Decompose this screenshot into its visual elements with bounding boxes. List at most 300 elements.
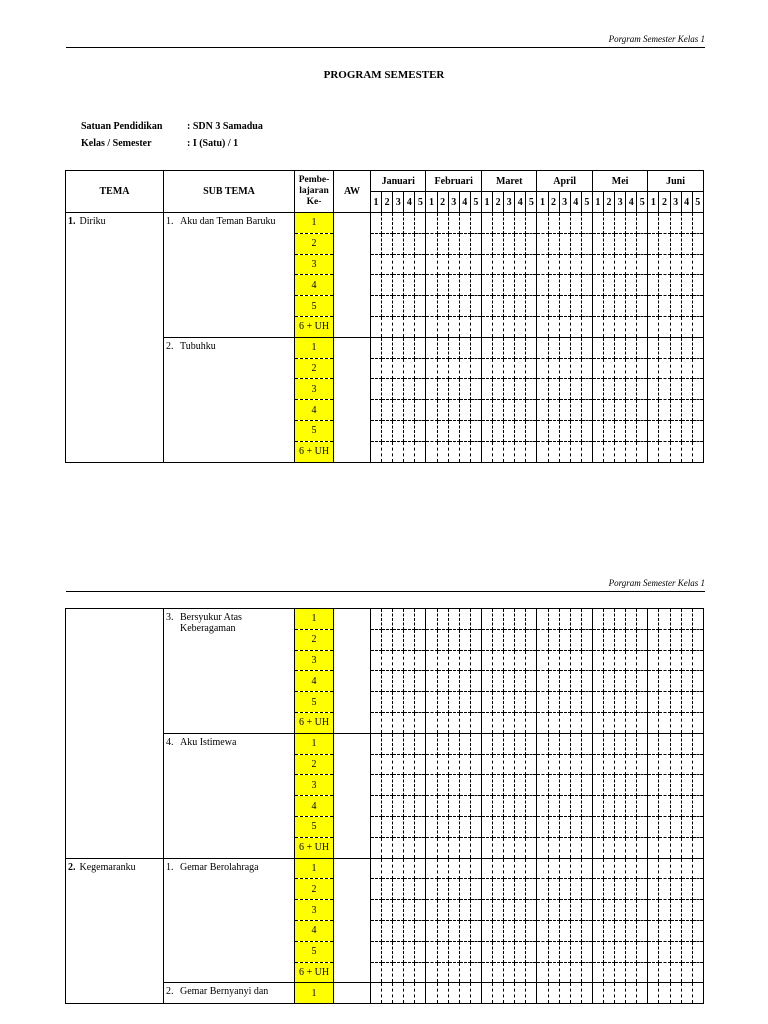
schedule-cell[interactable]	[559, 358, 570, 379]
schedule-cell[interactable]	[581, 400, 592, 421]
schedule-cell[interactable]	[648, 983, 659, 1004]
schedule-cell[interactable]	[426, 337, 437, 358]
aw-cell[interactable]	[334, 629, 371, 650]
schedule-cell[interactable]	[637, 754, 648, 775]
schedule-cell[interactable]	[681, 775, 692, 796]
schedule-cell[interactable]	[692, 837, 703, 858]
schedule-cell[interactable]	[426, 733, 437, 754]
schedule-cell[interactable]	[371, 358, 382, 379]
schedule-cell[interactable]	[382, 920, 393, 941]
schedule-cell[interactable]	[648, 920, 659, 941]
schedule-cell[interactable]	[559, 254, 570, 275]
schedule-cell[interactable]	[382, 733, 393, 754]
schedule-cell[interactable]	[681, 400, 692, 421]
schedule-cell[interactable]	[404, 692, 415, 713]
schedule-cell[interactable]	[504, 275, 515, 296]
schedule-cell[interactable]	[448, 671, 459, 692]
schedule-cell[interactable]	[526, 213, 537, 234]
schedule-cell[interactable]	[426, 712, 437, 733]
schedule-cell[interactable]	[393, 296, 404, 317]
schedule-cell[interactable]	[371, 400, 382, 421]
schedule-cell[interactable]	[493, 650, 504, 671]
schedule-cell[interactable]	[404, 879, 415, 900]
schedule-cell[interactable]	[459, 358, 470, 379]
aw-cell[interactable]	[334, 692, 371, 713]
schedule-cell[interactable]	[393, 213, 404, 234]
schedule-cell[interactable]	[670, 420, 681, 441]
schedule-cell[interactable]	[448, 629, 459, 650]
schedule-cell[interactable]	[681, 733, 692, 754]
schedule-cell[interactable]	[504, 671, 515, 692]
schedule-cell[interactable]	[415, 983, 426, 1004]
schedule-cell[interactable]	[382, 858, 393, 879]
schedule-cell[interactable]	[504, 816, 515, 837]
schedule-cell[interactable]	[648, 733, 659, 754]
schedule-cell[interactable]	[581, 962, 592, 983]
schedule-cell[interactable]	[592, 816, 603, 837]
aw-cell[interactable]	[334, 837, 371, 858]
schedule-cell[interactable]	[570, 379, 581, 400]
schedule-cell[interactable]	[459, 712, 470, 733]
schedule-cell[interactable]	[526, 879, 537, 900]
schedule-cell[interactable]	[603, 609, 614, 630]
schedule-cell[interactable]	[481, 962, 492, 983]
schedule-cell[interactable]	[681, 692, 692, 713]
schedule-cell[interactable]	[548, 400, 559, 421]
schedule-cell[interactable]	[603, 441, 614, 462]
schedule-cell[interactable]	[548, 796, 559, 817]
schedule-cell[interactable]	[681, 712, 692, 733]
schedule-cell[interactable]	[670, 609, 681, 630]
schedule-cell[interactable]	[526, 420, 537, 441]
schedule-cell[interactable]	[493, 983, 504, 1004]
schedule-cell[interactable]	[659, 233, 670, 254]
schedule-cell[interactable]	[592, 754, 603, 775]
schedule-cell[interactable]	[515, 754, 526, 775]
schedule-cell[interactable]	[481, 629, 492, 650]
schedule-cell[interactable]	[459, 983, 470, 1004]
schedule-cell[interactable]	[626, 316, 637, 337]
schedule-cell[interactable]	[515, 275, 526, 296]
schedule-cell[interactable]	[659, 337, 670, 358]
schedule-cell[interactable]	[426, 692, 437, 713]
schedule-cell[interactable]	[415, 796, 426, 817]
schedule-cell[interactable]	[404, 254, 415, 275]
schedule-cell[interactable]	[626, 296, 637, 317]
schedule-cell[interactable]	[537, 254, 548, 275]
schedule-cell[interactable]	[548, 900, 559, 921]
schedule-cell[interactable]	[515, 629, 526, 650]
schedule-cell[interactable]	[548, 879, 559, 900]
schedule-cell[interactable]	[393, 858, 404, 879]
schedule-cell[interactable]	[559, 775, 570, 796]
schedule-cell[interactable]	[592, 962, 603, 983]
schedule-cell[interactable]	[515, 254, 526, 275]
schedule-cell[interactable]	[681, 671, 692, 692]
schedule-cell[interactable]	[603, 754, 614, 775]
schedule-cell[interactable]	[504, 629, 515, 650]
schedule-cell[interactable]	[382, 983, 393, 1004]
schedule-cell[interactable]	[426, 379, 437, 400]
schedule-cell[interactable]	[515, 858, 526, 879]
schedule-cell[interactable]	[603, 337, 614, 358]
schedule-cell[interactable]	[670, 858, 681, 879]
schedule-cell[interactable]	[393, 816, 404, 837]
schedule-cell[interactable]	[393, 962, 404, 983]
aw-cell[interactable]	[334, 796, 371, 817]
schedule-cell[interactable]	[626, 213, 637, 234]
schedule-cell[interactable]	[404, 983, 415, 1004]
schedule-cell[interactable]	[592, 733, 603, 754]
schedule-cell[interactable]	[404, 400, 415, 421]
schedule-cell[interactable]	[670, 358, 681, 379]
schedule-cell[interactable]	[692, 296, 703, 317]
schedule-cell[interactable]	[548, 837, 559, 858]
schedule-cell[interactable]	[459, 671, 470, 692]
schedule-cell[interactable]	[692, 337, 703, 358]
schedule-cell[interactable]	[648, 233, 659, 254]
schedule-cell[interactable]	[515, 692, 526, 713]
schedule-cell[interactable]	[426, 941, 437, 962]
schedule-cell[interactable]	[548, 816, 559, 837]
schedule-cell[interactable]	[692, 254, 703, 275]
schedule-cell[interactable]	[692, 400, 703, 421]
schedule-cell[interactable]	[437, 920, 448, 941]
schedule-cell[interactable]	[481, 920, 492, 941]
schedule-cell[interactable]	[637, 837, 648, 858]
schedule-cell[interactable]	[581, 441, 592, 462]
schedule-cell[interactable]	[437, 837, 448, 858]
schedule-cell[interactable]	[515, 379, 526, 400]
schedule-cell[interactable]	[426, 254, 437, 275]
schedule-cell[interactable]	[537, 733, 548, 754]
schedule-cell[interactable]	[581, 920, 592, 941]
schedule-cell[interactable]	[548, 213, 559, 234]
schedule-cell[interactable]	[570, 712, 581, 733]
schedule-cell[interactable]	[592, 671, 603, 692]
schedule-cell[interactable]	[504, 650, 515, 671]
schedule-cell[interactable]	[459, 816, 470, 837]
schedule-cell[interactable]	[637, 796, 648, 817]
schedule-cell[interactable]	[603, 962, 614, 983]
schedule-cell[interactable]	[692, 316, 703, 337]
schedule-cell[interactable]	[615, 837, 626, 858]
schedule-cell[interactable]	[670, 837, 681, 858]
schedule-cell[interactable]	[481, 712, 492, 733]
schedule-cell[interactable]	[448, 754, 459, 775]
schedule-cell[interactable]	[448, 962, 459, 983]
schedule-cell[interactable]	[581, 254, 592, 275]
schedule-cell[interactable]	[382, 358, 393, 379]
schedule-cell[interactable]	[415, 337, 426, 358]
schedule-cell[interactable]	[626, 671, 637, 692]
schedule-cell[interactable]	[393, 275, 404, 296]
schedule-cell[interactable]	[404, 213, 415, 234]
schedule-cell[interactable]	[681, 816, 692, 837]
schedule-cell[interactable]	[537, 900, 548, 921]
schedule-cell[interactable]	[371, 609, 382, 630]
aw-cell[interactable]	[334, 379, 371, 400]
schedule-cell[interactable]	[648, 400, 659, 421]
schedule-cell[interactable]	[626, 233, 637, 254]
schedule-cell[interactable]	[603, 650, 614, 671]
schedule-cell[interactable]	[592, 920, 603, 941]
aw-cell[interactable]	[334, 920, 371, 941]
schedule-cell[interactable]	[481, 400, 492, 421]
schedule-cell[interactable]	[570, 796, 581, 817]
schedule-cell[interactable]	[559, 609, 570, 630]
schedule-cell[interactable]	[426, 420, 437, 441]
schedule-cell[interactable]	[404, 754, 415, 775]
schedule-cell[interactable]	[692, 420, 703, 441]
schedule-cell[interactable]	[526, 609, 537, 630]
schedule-cell[interactable]	[681, 296, 692, 317]
schedule-cell[interactable]	[459, 941, 470, 962]
schedule-cell[interactable]	[504, 213, 515, 234]
schedule-cell[interactable]	[559, 754, 570, 775]
schedule-cell[interactable]	[459, 879, 470, 900]
schedule-cell[interactable]	[581, 671, 592, 692]
schedule-cell[interactable]	[371, 837, 382, 858]
schedule-cell[interactable]	[371, 671, 382, 692]
schedule-cell[interactable]	[592, 796, 603, 817]
schedule-cell[interactable]	[681, 379, 692, 400]
schedule-cell[interactable]	[393, 337, 404, 358]
schedule-cell[interactable]	[382, 213, 393, 234]
schedule-cell[interactable]	[692, 900, 703, 921]
schedule-cell[interactable]	[404, 816, 415, 837]
schedule-cell[interactable]	[559, 733, 570, 754]
schedule-cell[interactable]	[692, 609, 703, 630]
schedule-cell[interactable]	[659, 900, 670, 921]
schedule-cell[interactable]	[615, 879, 626, 900]
schedule-cell[interactable]	[415, 671, 426, 692]
schedule-cell[interactable]	[648, 879, 659, 900]
schedule-cell[interactable]	[659, 692, 670, 713]
aw-cell[interactable]	[334, 712, 371, 733]
schedule-cell[interactable]	[371, 379, 382, 400]
schedule-cell[interactable]	[681, 879, 692, 900]
schedule-cell[interactable]	[437, 858, 448, 879]
schedule-cell[interactable]	[681, 337, 692, 358]
schedule-cell[interactable]	[470, 233, 481, 254]
schedule-cell[interactable]	[537, 379, 548, 400]
schedule-cell[interactable]	[382, 671, 393, 692]
schedule-cell[interactable]	[493, 712, 504, 733]
schedule-cell[interactable]	[515, 213, 526, 234]
schedule-cell[interactable]	[526, 712, 537, 733]
schedule-cell[interactable]	[437, 379, 448, 400]
schedule-cell[interactable]	[526, 733, 537, 754]
schedule-cell[interactable]	[670, 733, 681, 754]
schedule-cell[interactable]	[692, 358, 703, 379]
schedule-cell[interactable]	[548, 920, 559, 941]
schedule-cell[interactable]	[515, 337, 526, 358]
schedule-cell[interactable]	[581, 879, 592, 900]
schedule-cell[interactable]	[493, 609, 504, 630]
schedule-cell[interactable]	[515, 816, 526, 837]
schedule-cell[interactable]	[681, 900, 692, 921]
schedule-cell[interactable]	[626, 692, 637, 713]
schedule-cell[interactable]	[537, 213, 548, 234]
schedule-cell[interactable]	[437, 609, 448, 630]
schedule-cell[interactable]	[692, 775, 703, 796]
schedule-cell[interactable]	[570, 920, 581, 941]
schedule-cell[interactable]	[670, 816, 681, 837]
aw-cell[interactable]	[334, 213, 371, 234]
schedule-cell[interactable]	[493, 775, 504, 796]
schedule-cell[interactable]	[415, 213, 426, 234]
schedule-cell[interactable]	[615, 712, 626, 733]
schedule-cell[interactable]	[537, 400, 548, 421]
schedule-cell[interactable]	[504, 983, 515, 1004]
schedule-cell[interactable]	[470, 337, 481, 358]
schedule-cell[interactable]	[448, 775, 459, 796]
schedule-cell[interactable]	[581, 213, 592, 234]
schedule-cell[interactable]	[382, 337, 393, 358]
schedule-cell[interactable]	[470, 213, 481, 234]
schedule-cell[interactable]	[648, 775, 659, 796]
schedule-cell[interactable]	[371, 712, 382, 733]
schedule-cell[interactable]	[504, 254, 515, 275]
schedule-cell[interactable]	[426, 671, 437, 692]
schedule-cell[interactable]	[371, 816, 382, 837]
schedule-cell[interactable]	[437, 316, 448, 337]
schedule-cell[interactable]	[448, 983, 459, 1004]
schedule-cell[interactable]	[526, 629, 537, 650]
schedule-cell[interactable]	[670, 337, 681, 358]
schedule-cell[interactable]	[437, 962, 448, 983]
schedule-cell[interactable]	[504, 858, 515, 879]
schedule-cell[interactable]	[426, 879, 437, 900]
schedule-cell[interactable]	[481, 275, 492, 296]
schedule-cell[interactable]	[592, 296, 603, 317]
schedule-cell[interactable]	[559, 900, 570, 921]
schedule-cell[interactable]	[670, 650, 681, 671]
schedule-cell[interactable]	[659, 879, 670, 900]
schedule-cell[interactable]	[371, 275, 382, 296]
schedule-cell[interactable]	[382, 609, 393, 630]
schedule-cell[interactable]	[459, 379, 470, 400]
schedule-cell[interactable]	[448, 296, 459, 317]
schedule-cell[interactable]	[626, 858, 637, 879]
schedule-cell[interactable]	[548, 629, 559, 650]
schedule-cell[interactable]	[382, 754, 393, 775]
schedule-cell[interactable]	[371, 316, 382, 337]
schedule-cell[interactable]	[382, 900, 393, 921]
schedule-cell[interactable]	[470, 358, 481, 379]
schedule-cell[interactable]	[393, 712, 404, 733]
schedule-cell[interactable]	[692, 379, 703, 400]
schedule-cell[interactable]	[426, 796, 437, 817]
schedule-cell[interactable]	[637, 775, 648, 796]
schedule-cell[interactable]	[393, 671, 404, 692]
schedule-cell[interactable]	[504, 233, 515, 254]
schedule-cell[interactable]	[537, 941, 548, 962]
schedule-cell[interactable]	[448, 796, 459, 817]
schedule-cell[interactable]	[382, 712, 393, 733]
schedule-cell[interactable]	[437, 296, 448, 317]
schedule-cell[interactable]	[459, 962, 470, 983]
schedule-cell[interactable]	[537, 983, 548, 1004]
schedule-cell[interactable]	[670, 400, 681, 421]
schedule-cell[interactable]	[548, 941, 559, 962]
schedule-cell[interactable]	[437, 441, 448, 462]
schedule-cell[interactable]	[592, 650, 603, 671]
schedule-cell[interactable]	[570, 275, 581, 296]
schedule-cell[interactable]	[648, 213, 659, 234]
schedule-cell[interactable]	[437, 983, 448, 1004]
schedule-cell[interactable]	[648, 962, 659, 983]
schedule-cell[interactable]	[415, 692, 426, 713]
schedule-cell[interactable]	[670, 441, 681, 462]
schedule-cell[interactable]	[481, 816, 492, 837]
schedule-cell[interactable]	[393, 837, 404, 858]
schedule-cell[interactable]	[448, 858, 459, 879]
schedule-cell[interactable]	[459, 692, 470, 713]
schedule-cell[interactable]	[537, 420, 548, 441]
schedule-cell[interactable]	[515, 400, 526, 421]
schedule-cell[interactable]	[371, 858, 382, 879]
schedule-cell[interactable]	[415, 879, 426, 900]
schedule-cell[interactable]	[382, 400, 393, 421]
schedule-cell[interactable]	[382, 941, 393, 962]
schedule-cell[interactable]	[437, 671, 448, 692]
aw-cell[interactable]	[334, 900, 371, 921]
schedule-cell[interactable]	[637, 879, 648, 900]
schedule-cell[interactable]	[426, 316, 437, 337]
schedule-cell[interactable]	[393, 609, 404, 630]
schedule-cell[interactable]	[659, 837, 670, 858]
schedule-cell[interactable]	[603, 941, 614, 962]
schedule-cell[interactable]	[681, 754, 692, 775]
schedule-cell[interactable]	[470, 879, 481, 900]
schedule-cell[interactable]	[659, 213, 670, 234]
schedule-cell[interactable]	[592, 213, 603, 234]
schedule-cell[interactable]	[670, 692, 681, 713]
schedule-cell[interactable]	[426, 296, 437, 317]
schedule-cell[interactable]	[626, 920, 637, 941]
schedule-cell[interactable]	[470, 629, 481, 650]
schedule-cell[interactable]	[626, 754, 637, 775]
schedule-cell[interactable]	[493, 296, 504, 317]
schedule-cell[interactable]	[526, 816, 537, 837]
schedule-cell[interactable]	[570, 629, 581, 650]
schedule-cell[interactable]	[515, 733, 526, 754]
schedule-cell[interactable]	[415, 609, 426, 630]
schedule-cell[interactable]	[592, 712, 603, 733]
schedule-cell[interactable]	[581, 775, 592, 796]
schedule-cell[interactable]	[692, 275, 703, 296]
schedule-cell[interactable]	[592, 233, 603, 254]
schedule-cell[interactable]	[437, 941, 448, 962]
schedule-cell[interactable]	[382, 837, 393, 858]
schedule-cell[interactable]	[603, 816, 614, 837]
schedule-cell[interactable]	[404, 671, 415, 692]
schedule-cell[interactable]	[559, 233, 570, 254]
schedule-cell[interactable]	[515, 775, 526, 796]
schedule-cell[interactable]	[626, 650, 637, 671]
schedule-cell[interactable]	[470, 712, 481, 733]
schedule-cell[interactable]	[692, 213, 703, 234]
schedule-cell[interactable]	[481, 650, 492, 671]
schedule-cell[interactable]	[581, 858, 592, 879]
schedule-cell[interactable]	[493, 962, 504, 983]
schedule-cell[interactable]	[382, 379, 393, 400]
schedule-cell[interactable]	[371, 441, 382, 462]
schedule-cell[interactable]	[493, 754, 504, 775]
schedule-cell[interactable]	[493, 796, 504, 817]
